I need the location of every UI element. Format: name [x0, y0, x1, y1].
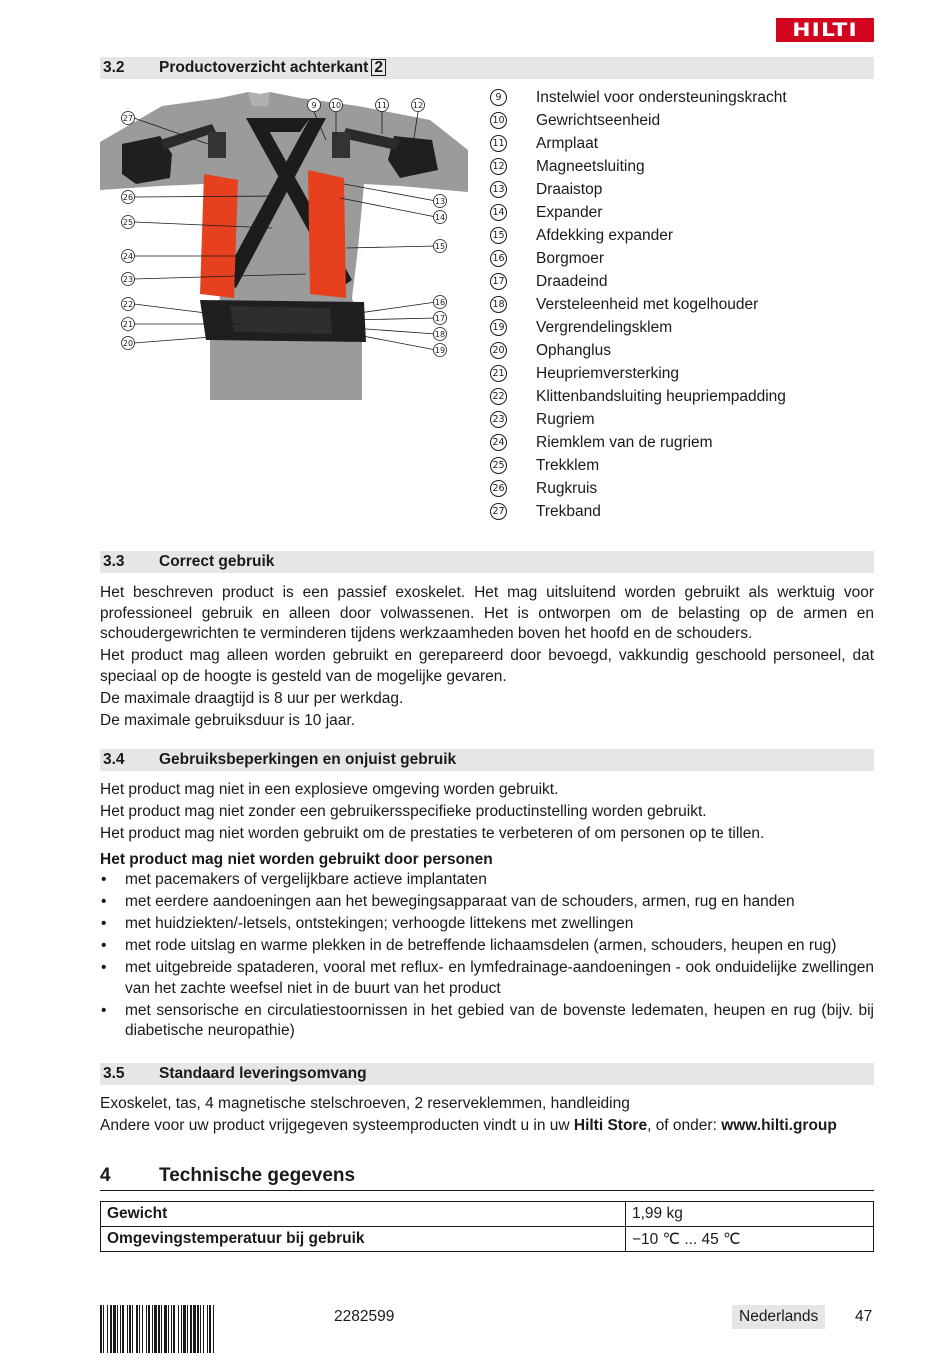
barcode — [100, 1305, 320, 1353]
paragraph: De maximale draagtijd is 8 uur per werkdag. — [100, 689, 404, 707]
legend-item: 22 Klittenbandsluiting heupriempadding — [490, 385, 874, 408]
section-3-5-body — [100, 1094, 874, 1137]
language-label: Nederlands — [732, 1305, 825, 1329]
section-3-3-body — [100, 583, 874, 731]
legend-item: 21 Heupriemversterking — [490, 362, 874, 385]
legend-item: 25 Trekklem — [490, 454, 874, 477]
legend-item: 27 Trekband — [490, 500, 874, 523]
svg-text:11: 11 — [376, 101, 388, 110]
technical-data-table — [100, 1201, 874, 1252]
paragraph: Exoskelet, tas, 4 magnetische stelschroeven, 2 reserveklemmen, handleiding — [100, 1095, 630, 1112]
legend-item: 20 Ophanglus — [490, 339, 874, 362]
svg-text:27: 27 — [122, 114, 134, 123]
section-header-3-5: 3.5 Standaard leveringsomvang — [100, 1063, 874, 1085]
legend-item: 9 Instelwiel voor ondersteuningskracht — [490, 86, 874, 109]
list-item: • met rode uitslag en warme plekken in de betreffende lichaamsdelen (armen, schouders, heupen en rug) — [100, 936, 874, 957]
paragraph: Het product mag niet in een explosieve omgeving worden gebruikt. — [100, 781, 559, 798]
svg-text:10: 10 — [330, 101, 342, 110]
list-item: • met huidziekten/-letsels, ontstekingen; verhoogde littekens met zwellingen — [100, 914, 874, 935]
hilti-store-text: Hilti Store — [573, 1117, 648, 1134]
document-number: 2282599 — [334, 1308, 395, 1325]
legend-item: 26 Rugkruis — [490, 477, 874, 500]
svg-text:16: 16 — [434, 298, 446, 307]
svg-text:12: 12 — [412, 101, 424, 110]
bold-lead: Het product mag niet worden gebruikt door personen — [100, 850, 493, 868]
legend-item: 12 Magneetsluiting — [490, 155, 874, 178]
svg-text:26: 26 — [122, 193, 134, 202]
legend-item: 13 Draaistop — [490, 178, 874, 201]
chapter-header-4: 4 Technische gegevens — [100, 1163, 874, 1191]
section-3-4-body — [100, 780, 874, 1042]
exoskeleton-back-figure — [100, 88, 468, 408]
legend-item: 16 Borgmoer — [490, 247, 874, 270]
table-row: Omgevingstemperatuur bij gebruik −10 ℃ ... 45 ℃ — [101, 1227, 874, 1252]
legend-item: 11 Armplaat — [490, 132, 874, 155]
paragraph: Andere voor uw product vrijgegeven systeemproducten vindt u in uw Hilti Store, of onder: www.hilti.group — [100, 1117, 837, 1134]
paragraph: Het beschreven product is een passief exoskelet. Het mag uitsluitend worden gebruikt als werktuig voor professioneel gebruik en alleen door volwassenen. Het is ontworpen om de belasting op de armen en schoudergewrichten te verminderen tijdens werkzaamheden boven het hoofd en de schouders. — [100, 584, 874, 642]
paragraph: Het product mag niet worden gebruikt om de prestaties te verbeteren of om personen op te tillen. — [100, 825, 765, 842]
figure-legend — [490, 86, 874, 523]
legend-item: 14 Expander — [490, 201, 874, 224]
list-item: • met uitgebreide spataderen, vooral met reflux- en lymfedrainage-aandoeningen - ook onduidelijke zwellingen van het zachte weefsel niet in de buurt van het product — [100, 958, 874, 999]
website-text: www.hilti.group — [721, 1117, 837, 1134]
list-item: • met pacemakers of vergelijkbare actieve implantaten — [100, 870, 874, 891]
legend-item: 15 Afdekking expander — [490, 224, 874, 247]
hilti-logo: HILTI — [776, 18, 874, 42]
svg-text:15: 15 — [434, 242, 446, 251]
paragraph: Het product mag alleen worden gebruikt en gerepareerd door bevoegd, vakkundig geschoold personeel, dat speciaal op de hoogte is gesteld van de mogelijke gevaren. — [100, 647, 874, 685]
svg-text:25: 25 — [122, 218, 134, 227]
svg-text:22: 22 — [122, 300, 134, 309]
list-item: • met sensorische en circulatiestoornissen in het gebied van de bovenste ledematen, heupen en rug (bijv. bij diabetische neuropathie) — [100, 1001, 874, 1042]
table-row: Gewicht 1,99 kg — [101, 1202, 874, 1227]
svg-text:17: 17 — [434, 314, 446, 323]
svg-text:23: 23 — [122, 275, 134, 284]
svg-text:14: 14 — [434, 213, 446, 222]
svg-text:9: 9 — [311, 101, 317, 110]
section-header-3-2: 3.2 Productoverzicht achterkant 2 — [100, 57, 874, 79]
svg-text:24: 24 — [122, 252, 134, 261]
legend-item: 23 Rugriem — [490, 408, 874, 431]
paragraph: De maximale gebruiksduur is 10 jaar. — [100, 711, 356, 729]
legend-item: 17 Draadeind — [490, 270, 874, 293]
legend-item: 18 Versteleenheid met kogelhouder — [490, 293, 874, 316]
svg-text:13: 13 — [434, 197, 446, 206]
svg-text:19: 19 — [434, 346, 446, 355]
figure-ref: 2 — [371, 59, 386, 76]
section-header-3-3: 3.3 Correct gebruik — [100, 551, 874, 573]
svg-text:18: 18 — [434, 330, 446, 339]
svg-text:20: 20 — [122, 339, 134, 348]
list-item: • met eerdere aandoeningen aan het bewegingsapparaat van de schouders, armen, rug en handen — [100, 892, 874, 913]
legend-item: 24 Riemklem van de rugriem — [490, 431, 874, 454]
page-number: 47 — [855, 1308, 873, 1325]
legend-item: 19 Vergrendelingsklem — [490, 316, 874, 339]
section-header-3-4: 3.4 Gebruiksbeperkingen en onjuist gebruik — [100, 749, 874, 771]
legend-item: 10 Gewrichtseenheid — [490, 109, 874, 132]
bullet-list — [100, 870, 874, 1042]
svg-text:21: 21 — [122, 320, 134, 329]
paragraph: Het product mag niet zonder een gebruikersspecifieke productinstelling worden gebruikt. — [100, 803, 707, 820]
